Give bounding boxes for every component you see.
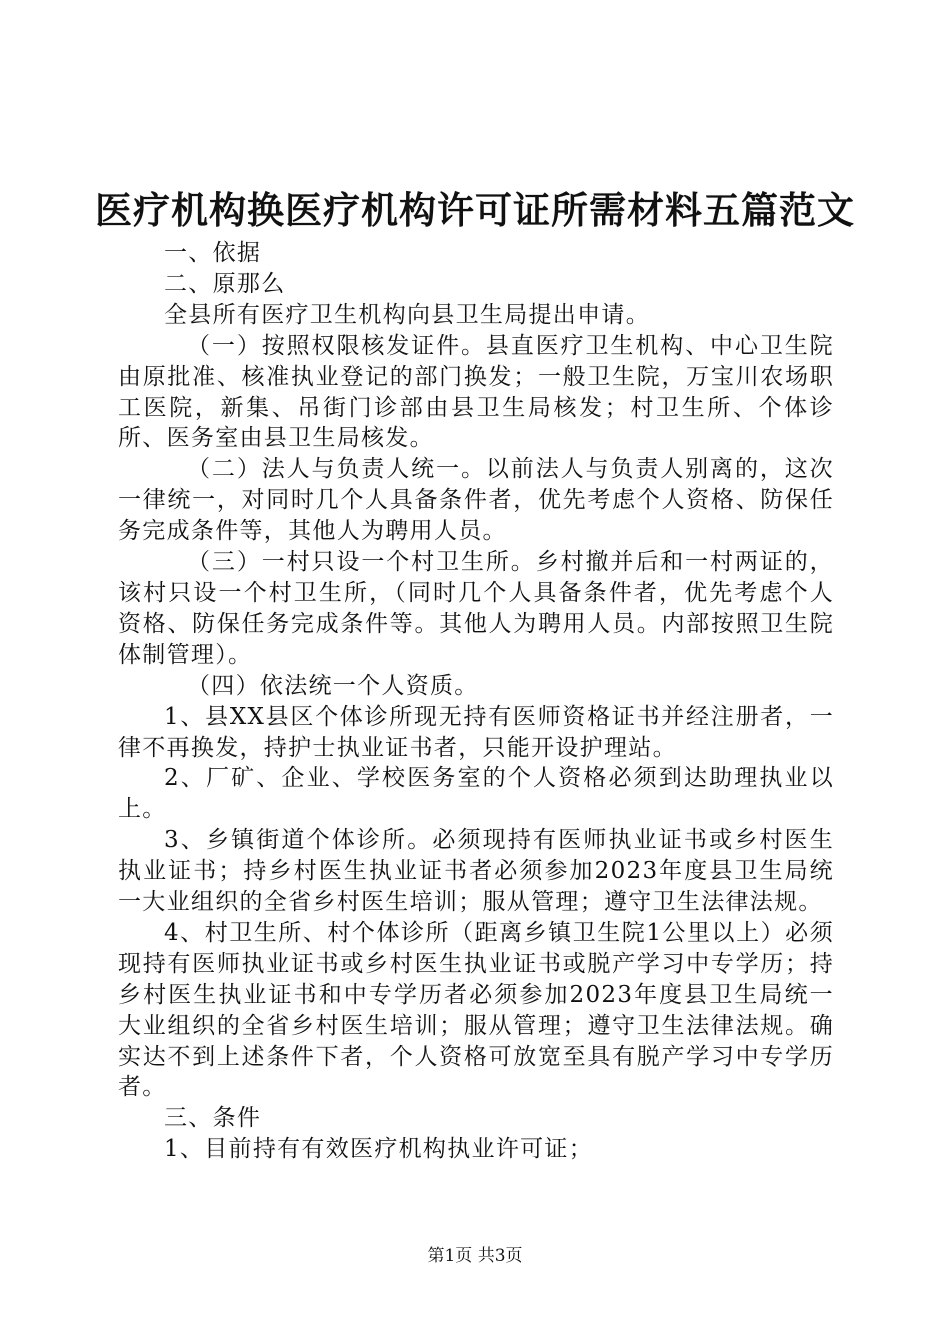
paragraph-basis-heading: 一、依据 <box>164 240 262 266</box>
paragraph-item-3: （三）一村只设一个村卫生所。乡村撤并后和一村两证的，该村只设一个村卫生所，（同时几个人具备条件者，优先考虑个人资格、防保任务完成条件等。其他人为聘用人员。内部按照卫生院体制管理）。 <box>118 549 834 668</box>
page-footer: 第1页 共3页 <box>427 1246 523 1266</box>
paragraph-item-4: （四）依法统一个人资质。 <box>187 672 479 699</box>
paragraph-application: 全县所有医疗卫生机构向县卫生局提出申请。 <box>164 301 650 328</box>
document-title: 医疗机构换医疗机构许可证所需材料五篇范文 <box>95 188 855 232</box>
paragraph-conditions-heading: 三、条件 <box>164 1105 262 1132</box>
paragraph-numbered-4: 4、村卫生所、村个体诊所（距离乡镇卫生院1公里以上）必须现持有医师执业证书或乡村医生执业证书或脱产学习中专学历；持乡村医生执业证书和中专学历者必须参加2023年度县卫生局统一大业组织的全省乡村医生培训；服从管理；遵守卫生法律法规。确实达不到上述条件下者，个人资格可放宽至具有脱产学习中专学历者。 <box>118 919 834 1101</box>
paragraph-principle-heading: 二、原那么 <box>164 270 286 297</box>
paragraph-numbered-1: 1、县XX县区个体诊所现无持有医师资格证书并经注册者，一律不再换发，持护士执业证书者，只能开设护理站。 <box>118 703 834 761</box>
paragraph-numbered-3: 3、乡镇街道个体诊所。必须现持有医师执业证书或乡村医生执业证书；持乡村医生执业证书者必须参加2023年度县卫生局统一大业组织的全省乡村医生培训；服从管理；遵守卫生法律法规。 <box>118 827 834 916</box>
paragraph-item-2: （二）法人与负责人统一。以前法人与负责人别离的，这次一律统一，对同时几个人具备条件者，优先考虑个人资格、防保任务完成条件等，其他人为聘用人员。 <box>118 456 834 545</box>
paragraph-condition-1: 1、目前持有有效医疗机构执业许可证； <box>164 1136 594 1163</box>
paragraph-item-1: （一）按照权限核发证件。县直医疗卫生机构、中心卫生院由原批准、核准执业登记的部门换发；一般卫生院，万宝川农场职工医院，新集、吊街门诊部由县卫生局核发；村卫生所、个体诊所、医务室由县卫生局核发。 <box>118 332 834 452</box>
paragraph-numbered-2: 2、厂矿、企业、学校医务室的个人资格必须到达助理执业以上。 <box>118 765 834 823</box>
document-body <box>118 238 834 1165</box>
